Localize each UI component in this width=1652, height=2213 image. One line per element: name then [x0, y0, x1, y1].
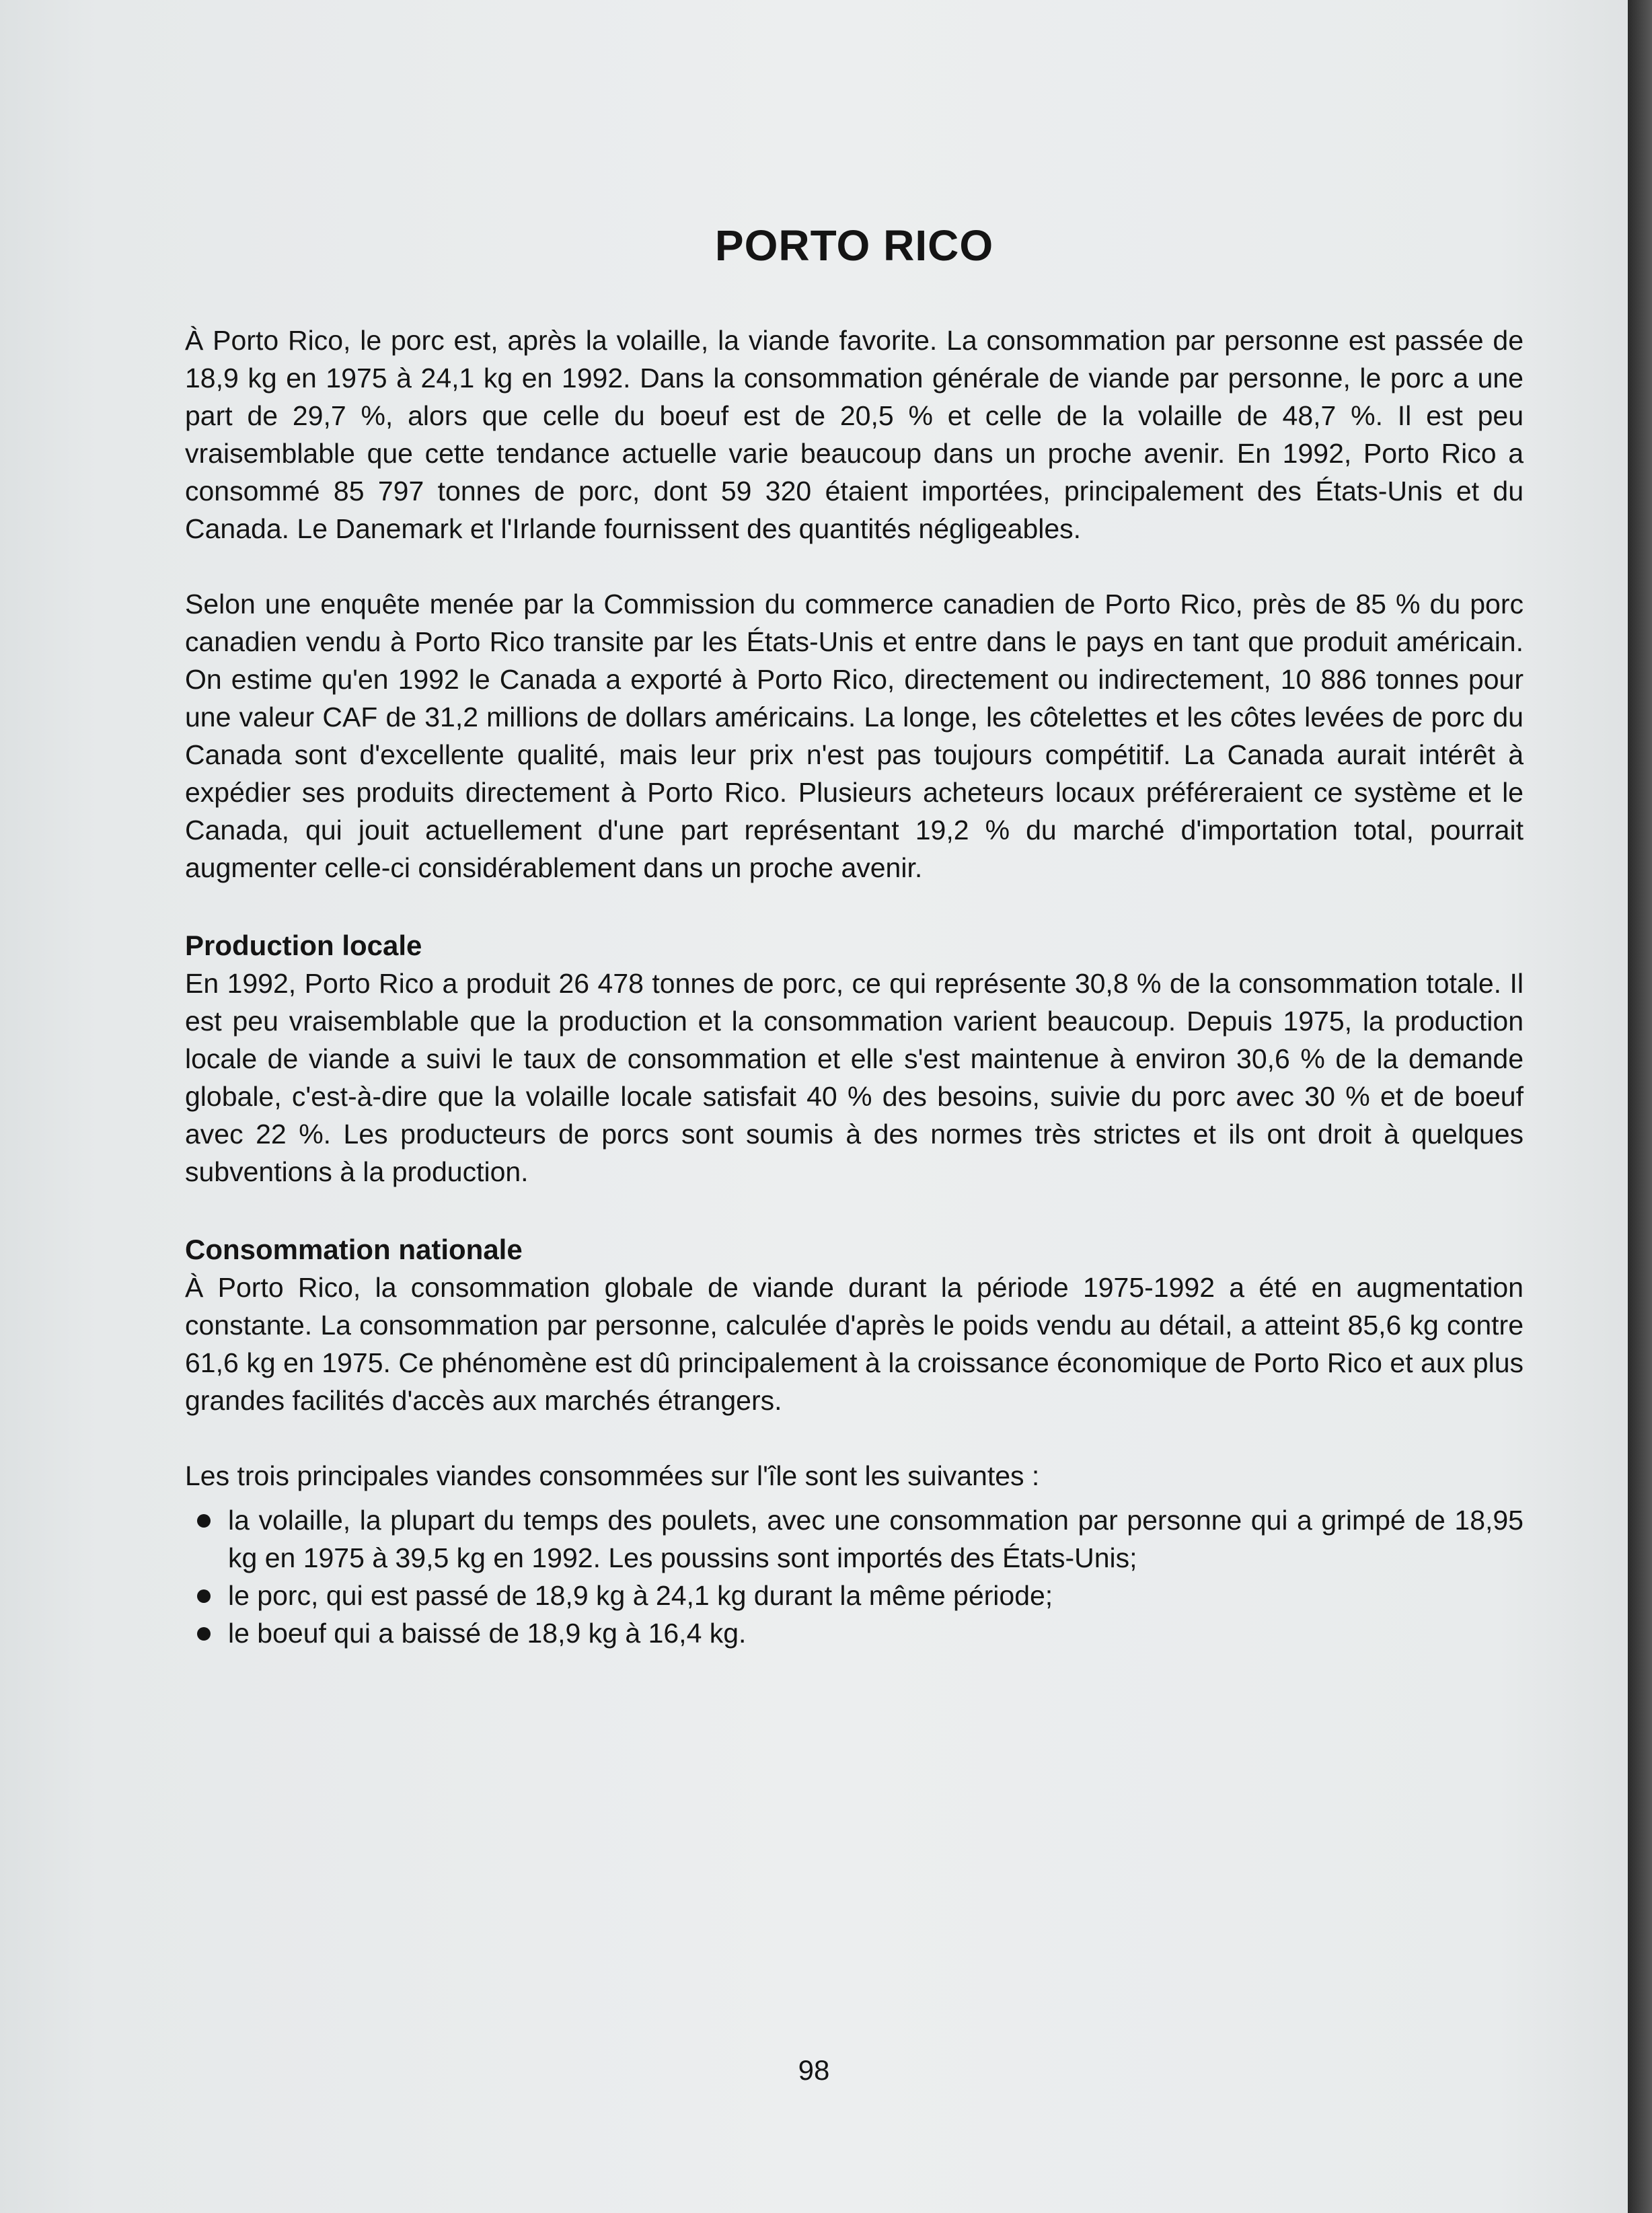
list-item [185, 1577, 1524, 1614]
section-heading-production: Production locale [185, 930, 422, 962]
bullet-icon [197, 1514, 211, 1528]
page-number: 98 [798, 2054, 830, 2086]
meat-list [185, 1501, 1524, 1652]
bullet-icon [197, 1589, 211, 1603]
list-item [185, 1501, 1524, 1577]
list-item-text: le porc, qui est passé de 18,9 kg à 24,1 kg durant la même période; [228, 1580, 1053, 1612]
page-content [185, 222, 1524, 1652]
section-heading-consommation: Consommation nationale [185, 1234, 523, 1266]
list-intro: Les trois principales viandes consommées sur l'île sont les suivantes : [185, 1460, 1040, 1492]
intro-paragraph-1: À Porto Rico, le porc est, après la volaille, la viande favorite. La consommation par personne est passée de 18,9 kg en 1975 à 24,1 kg en 1992. Dans la consommation générale de viande par personne, le porc a une part de 29,7 %, alors que celle du boeuf est de 20,5 % et celle de la volaille de 48,7 %. Il est peu vraisemblable que cette tendance actuelle varie beaucoup dans un proche avenir. En 1992, Porto Rico a consommé 85 797 tonnes de porc, dont 59 320 étaient importées, principalement des États-Unis et du Canada. Le Danemark et l'Irlande fournissent des quantités négligeables. [185, 325, 1524, 545]
list-item-text: la volaille, la plupart du temps des poulets, avec une consommation par personne qui a grimpé de 18,95 kg en 1975 à 39,5 kg en 1992. Les poussins sont importés des États-Unis; [228, 1505, 1524, 1574]
consommation-paragraph: À Porto Rico, la consommation globale de viande durant la période 1975-1992 a été en augmentation constante. La consommation par personne, calculée d'après le poids vendu au détail, a atteint 85,6 kg contre 61,6 kg en 1975. Ce phénomène est dû principalement à la croissance économique de Porto Rico et aux plus grandes facilités d'accès aux marchés étrangers. [185, 1272, 1524, 1417]
list-item-text: le boeuf qui a baissé de 18,9 kg à 16,4 kg. [228, 1618, 747, 1649]
page-edge-shadow [1628, 0, 1652, 2213]
page-title: PORTO RICO [714, 221, 994, 270]
bullet-icon [197, 1627, 211, 1641]
section-production-locale [185, 927, 1524, 1191]
list-item [185, 1614, 1524, 1652]
production-paragraph: En 1992, Porto Rico a produit 26 478 tonnes de porc, ce qui représente 30,8 % de la consommation totale. Il est peu vraisemblable que la production et la consommation varient beaucoup. Depuis 1975, la production locale de viande a suivi le taux de consommation et elle s'est maintenue à environ 30,6 % de la demande globale, c'est-à-dire que la volaille locale satisfait 40 % des besoins, suivie du porc avec 30 % et de boeuf avec 22 %. Les producteurs de porcs sont soumis à des normes très strictes et ils ont droit à quelques subventions à la production. [185, 968, 1524, 1188]
intro-paragraph-2: Selon une enquête menée par la Commission du commerce canadien de Porto Rico, près de 85 % du porc canadien vendu à Porto Rico transite par les États-Unis et entre dans le pays en tant que produit américain. On estime qu'en 1992 le Canada a exporté à Porto Rico, directement ou indirectement, 10 886 tonnes pour une valeur CAF de 31,2 millions de dollars américains. La longe, les côtelettes et les côtes levées de porc du Canada sont d'excellente qualité, mais leur prix n'est pas toujours compétitif. La Canada aurait intérêt à expédier ses produits directement à Porto Rico. Plusieurs acheteurs locaux préféreraient ce système et le Canada, qui jouit actuellement d'une part représentant 19,2 % du marché d'importation total, pourrait augmenter celle-ci considérablement dans un proche avenir. [185, 589, 1524, 884]
section-consommation-nationale [185, 1231, 1524, 1652]
